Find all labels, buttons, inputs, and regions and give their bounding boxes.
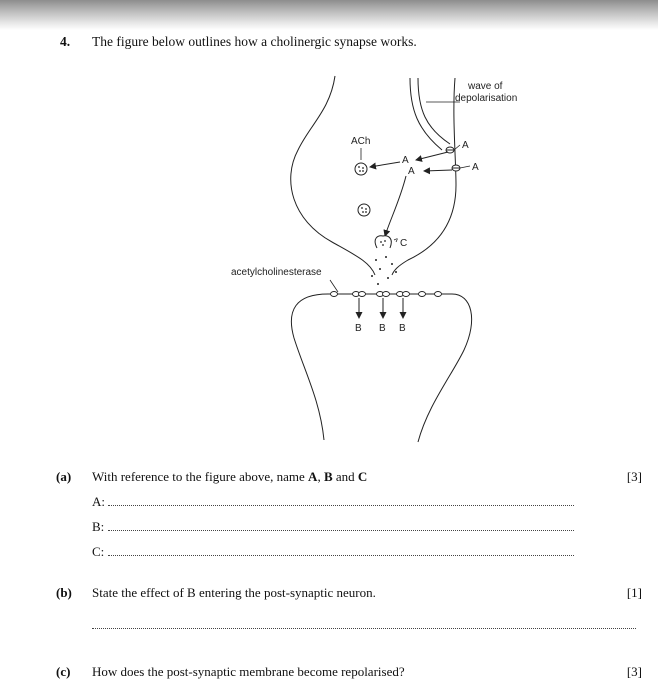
- label-c: C: [400, 238, 408, 249]
- question-number: 4.: [60, 34, 71, 49]
- label-acetylcholinesterase: acetylcholinesterase: [231, 267, 322, 278]
- label-b-2: B: [379, 323, 386, 334]
- label-b-3: B: [399, 323, 406, 334]
- part-a-text: With reference to the figure above, name: [92, 469, 309, 484]
- arrow-to-ach: [370, 162, 400, 167]
- label-a-lower: A: [472, 162, 479, 173]
- question-text: The figure below outlines how a cholinergic synapse works.: [92, 34, 417, 49]
- part-c-text: How does the post-synaptic membrane become repolarised?: [92, 664, 405, 679]
- answer-dots-c[interactable]: [108, 546, 574, 556]
- part-a-question: [92, 469, 367, 485]
- answer-dots-b[interactable]: [108, 521, 574, 531]
- answer-label-b: B:: [92, 519, 105, 534]
- cleft-ach-molecules: [371, 256, 397, 285]
- arrow-a-inward-1: [416, 152, 448, 160]
- part-b-text: State the effect of B entering the post-synaptic neuron.: [92, 585, 376, 600]
- ion-channel-lower: [452, 165, 460, 171]
- presynaptic-membrane-left: [291, 76, 375, 275]
- part-a-bold-c: C: [357, 469, 368, 484]
- vesicle-2: [358, 204, 370, 216]
- arrow-a-lower-leader: [460, 166, 470, 168]
- vesicle-1: [355, 163, 367, 175]
- part-b-marks: [1]: [626, 585, 642, 600]
- label-b-1: B: [355, 323, 362, 334]
- ache-leader: [330, 280, 338, 292]
- answer-label-a: A:: [92, 494, 105, 509]
- label-a-mid-1: A: [402, 155, 409, 166]
- label-wave-of: wave of: [468, 81, 503, 92]
- part-b-label: (b): [56, 585, 72, 600]
- label-ach: ACh: [351, 136, 371, 147]
- part-a-bold-a: A: [308, 469, 318, 484]
- part-c-label: (c): [56, 664, 71, 679]
- postsynaptic-cell-left: [291, 294, 328, 440]
- axon-wave-line-1: [410, 78, 442, 150]
- part-a-and: and: [332, 469, 358, 484]
- part-a-bold-b: B: [323, 469, 333, 484]
- answer-line-c[interactable]: [92, 544, 592, 560]
- answer-dots-a[interactable]: [108, 496, 574, 506]
- c-leader: [394, 239, 397, 242]
- arrow-to-cleft: [385, 176, 406, 236]
- postsynaptic-cell-right: [418, 294, 472, 442]
- synapse-figure: [220, 70, 530, 450]
- axon-wave-line-2: [418, 78, 450, 144]
- label-depolarisation: depolarisation: [455, 93, 518, 104]
- label-a-upper: A: [462, 140, 469, 151]
- part-a-comma: ,: [317, 469, 324, 484]
- vesicle-fusing: [375, 236, 391, 248]
- answer-label-c: C:: [92, 544, 105, 559]
- window-top-shadow: [0, 0, 658, 30]
- answer-line-part-b[interactable]: [92, 628, 636, 629]
- part-c-marks: [3]: [626, 664, 642, 679]
- answer-line-a[interactable]: [92, 494, 592, 510]
- label-a-mid-2: A: [408, 166, 415, 177]
- part-a-label: (a): [56, 469, 72, 484]
- part-a-marks: [3]: [626, 469, 642, 484]
- arrow-a-inward-2: [424, 170, 452, 171]
- answer-line-b[interactable]: [92, 519, 592, 535]
